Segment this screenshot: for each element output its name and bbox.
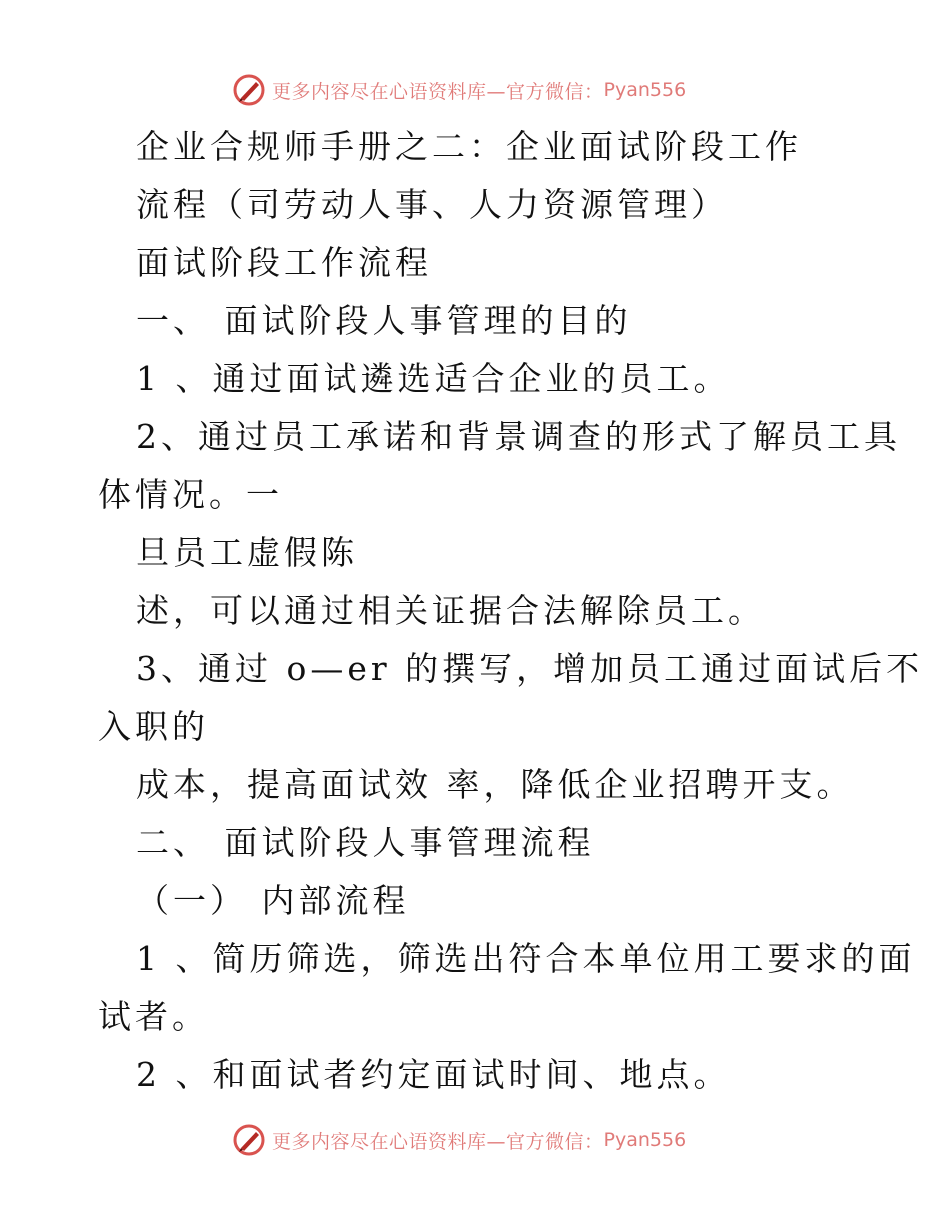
paragraph-line: 述，可以通过相关证据合法解除员工。 — [136, 591, 765, 630]
document-body — [0, 118, 950, 1104]
paragraph-line: 体情况。一 — [98, 475, 283, 514]
watermark-text: 更多内容尽在心语资料库—官方微信： — [272, 80, 604, 103]
document-title-line-2: 流程（司劳动人事、人力资源管理） — [136, 185, 728, 224]
subheading-purpose: 一、 面试阶段人事管理的目的 — [136, 301, 632, 340]
paragraph-line: 成本，提高面试效 率，降低企业招聘开支。 — [136, 765, 854, 804]
subheading-internal-process: （一） 内部流程 — [136, 881, 410, 920]
paragraph-line: 3、通过 o—er 的撰写，增加员工通过面试后不 — [136, 649, 924, 688]
document-title-line-1: 企业合规师手册之二：企业面试阶段工作 — [136, 127, 802, 166]
watermark-wechat-id: Pyan556 — [603, 79, 687, 101]
paragraph-line: 1 、通过面试遴选适合企业的员工。 — [136, 359, 731, 398]
paragraph-line: 旦员工虚假陈 — [136, 533, 358, 572]
header-watermark — [232, 70, 686, 110]
footer-watermark — [232, 1120, 686, 1160]
watermark-wechat-id: Pyan556 — [603, 1129, 687, 1151]
subheading-process: 二、 面试阶段人事管理流程 — [136, 823, 595, 862]
paragraph-line: 试者。 — [98, 997, 209, 1036]
pen-logo-icon — [232, 73, 266, 107]
paragraph-line: 1 、简历筛选，筛选出符合本单位用工要求的面 — [136, 939, 916, 978]
paragraph-line: 2 、和面试者约定面试时间、地点。 — [136, 1055, 731, 1094]
paragraph-line: 2、通过员工承诺和背景调查的形式了解员工具 — [136, 417, 901, 456]
pen-logo-icon — [232, 1123, 266, 1157]
paragraph-line: 入职的 — [98, 707, 209, 746]
section-heading: 面试阶段工作流程 — [136, 243, 432, 282]
watermark-text: 更多内容尽在心语资料库—官方微信： — [272, 1130, 604, 1153]
